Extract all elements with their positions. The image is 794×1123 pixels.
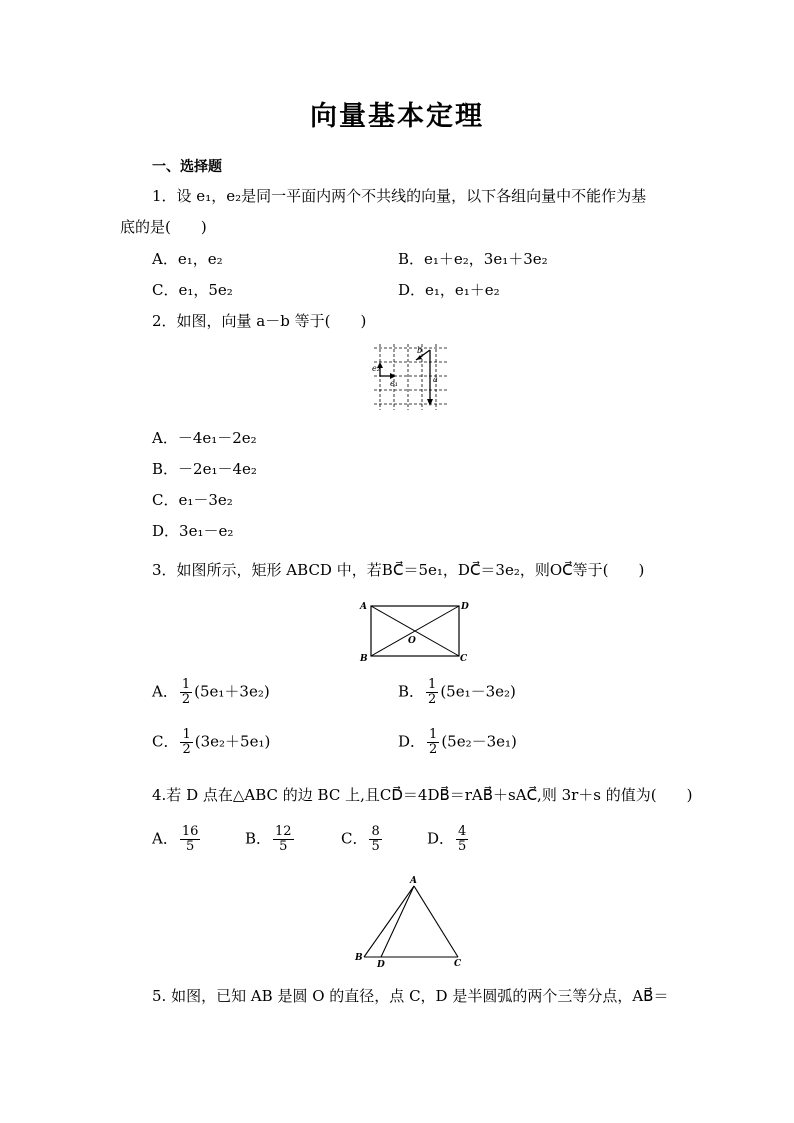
section-heading: 一、选择题: [152, 159, 222, 175]
q4-triangle-figure: [350, 874, 470, 970]
q2-option-d: D．3e₁－e₂: [152, 522, 234, 540]
q2-option-a: A．－4e₁－2e₂: [152, 429, 257, 447]
q3-option-c: C． $\frac{1}{2}$ (3e₂＋5e₁): [152, 727, 271, 757]
q1-option-d: D．e₁，e₁＋e₂: [398, 281, 500, 299]
q2-stem: 2．如图，向量 a－b 等于( ): [152, 312, 367, 330]
q3-label-a: A: [360, 602, 367, 612]
q2-e1-label: e₁: [390, 379, 398, 388]
q3-label-o: O: [408, 636, 416, 646]
q5-stem: 5. 如图，已知 AB 是圆 O 的直径，点 C，D 是半圆弧的两个三等分点，AB⃗＝: [152, 987, 669, 1005]
q2-e2-label: e₂: [372, 364, 380, 373]
q4-label-b: B: [355, 953, 363, 963]
q4-label-d: D: [377, 960, 385, 970]
q2-option-b: B．－2e₁－4e₂: [152, 460, 257, 478]
q2-b-label: b: [417, 346, 423, 355]
q1-option-c: C．e₁，5e₂: [152, 281, 233, 299]
q3-option-b: B． $\frac{1}{2}$ (5e₁－3e₂): [398, 677, 516, 707]
q2-a-label: a: [433, 375, 438, 384]
q4-label-a: A: [410, 876, 417, 886]
q3-option-a: A． $\frac{1}{2}$ (5e₁＋3e₂): [152, 677, 270, 707]
q3-stem: 3．如图所示，矩形 ABCD 中，若BC⃗＝5e₁，DC⃗＝3e₂，则OC⃗等于( ): [152, 561, 645, 579]
q2-grid-figure: [370, 342, 452, 414]
q1-stem-line1: 1．设 e₁，e₂是同一平面内两个不共线的向量，以下各组向量中不能作为基: [152, 187, 647, 205]
q4-option-b: B． $\frac{12}{5}$: [245, 824, 292, 854]
q4-label-c: C: [454, 959, 462, 969]
q4-option-a: A． $\frac{16}{5}$: [152, 824, 199, 854]
q4-option-d: D． $\frac{4}{5}$: [427, 824, 467, 854]
q3-label-d: D: [461, 602, 469, 612]
q1-stem-line2: 底的是( ): [120, 218, 207, 236]
q3-label-b: B: [360, 654, 368, 664]
q3-rectangle-figure: [356, 598, 476, 664]
page-title: 向量基本定理: [310, 101, 484, 132]
q4-stem: 4.若 D 点在△ABC 的边 BC 上,且CD⃗＝4DB⃗＝rAB⃗＋sAC⃗,则 3r＋s 的值为( ): [152, 786, 693, 804]
q1-option-b: B．e₁＋e₂，3e₁＋3e₂: [398, 250, 548, 268]
q3-label-c: C: [460, 654, 468, 664]
q3-option-d: D． $\frac{1}{2}$ (5e₂－3e₁): [398, 727, 517, 757]
q4-option-c: C． $\frac{8}{5}$: [341, 824, 380, 854]
q1-option-a: A．e₁，e₂: [152, 250, 223, 268]
q2-option-c: C．e₁－3e₂: [152, 491, 233, 509]
